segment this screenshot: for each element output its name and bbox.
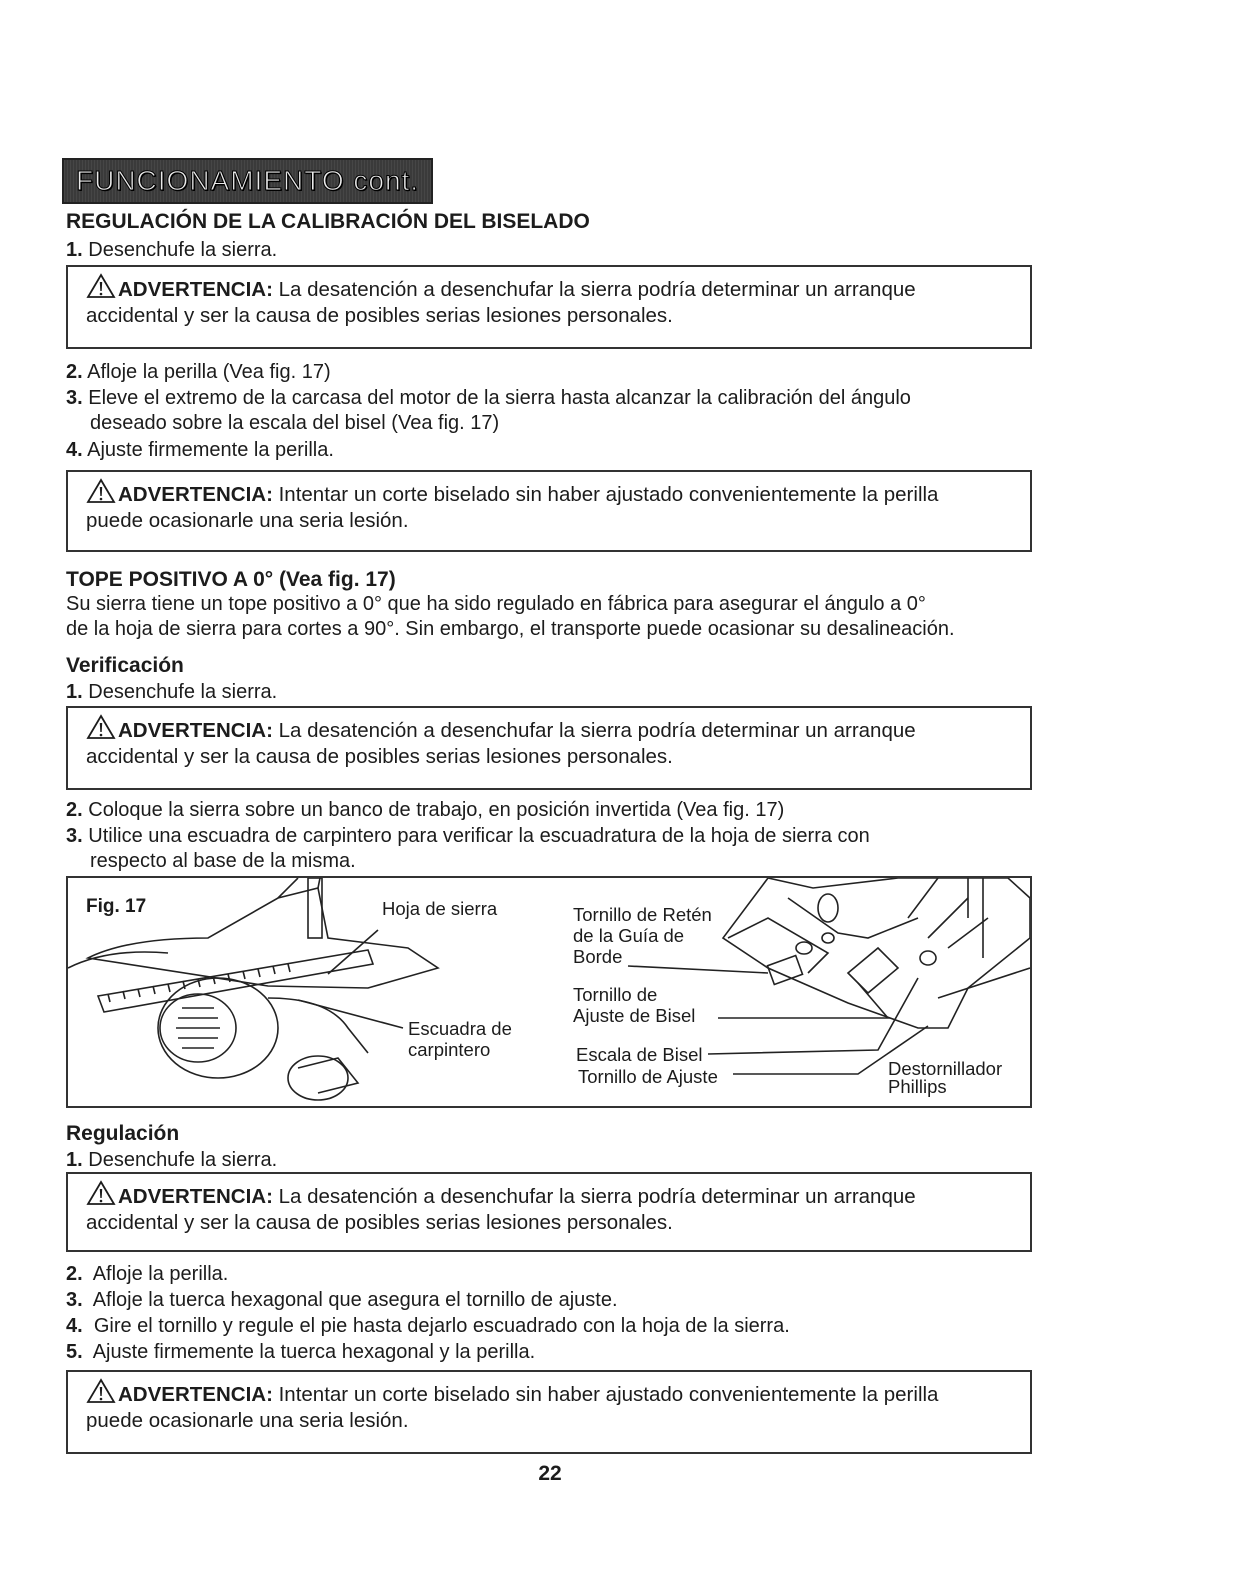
section-banner: FUNCIONAMIENTO cont.: [62, 158, 433, 204]
list-item: 4. Gire el tornillo y regule el pie hasta dejarlo escuadrado con la hoja de la sierra.: [66, 1315, 790, 1337]
warning-box: ADVERTENCIA: La desatención a desenchufar la sierra podría determinar un arranque accidental y ser la causa de posibles serias lesiones personales.: [66, 706, 1032, 790]
list-item: 1. Desenchufe la sierra.: [66, 239, 278, 261]
section-title-bevel: REGULACIÓN DE LA CALIBRACIÓN DEL BISELADO: [66, 210, 590, 233]
label-retention-screw: Tornillo de Retén de la Guía de Borde: [573, 904, 712, 967]
list-item: 3. Afloje la tuerca hexagonal que asegura el tornillo de ajuste.: [66, 1289, 618, 1311]
label-bevel-scale: Escala de Bisel: [576, 1044, 703, 1065]
label-screwdriver: Destornillador Phillips: [888, 1058, 1003, 1097]
list-item: 1. Desenchufe la sierra.: [66, 681, 278, 703]
warning-box: ADVERTENCIA: Intentar un corte biselado sin haber ajustado convenientemente la perilla puede ocasionarle una seria lesión.: [66, 470, 1032, 552]
list-item: 2. Afloje la perilla (Vea fig. 17): [66, 361, 331, 383]
label-adjust-screw: Tornillo de Ajuste: [578, 1066, 718, 1087]
warning-icon: [86, 273, 116, 299]
warning-icon: [86, 1378, 116, 1404]
list-item: 2. Coloque la sierra sobre un banco de trabajo, en posición invertida (Vea fig. 17): [66, 799, 785, 821]
label-blade: Hoja de sierra: [382, 898, 498, 919]
paragraph: Su sierra tiene un tope positivo a 0° que ha sido regulado en fábrica para asegurar el ángulo a 0°: [66, 593, 926, 615]
warning-icon: [86, 714, 116, 740]
list-item: 3. Eleve el extremo de la carcasa del motor de la sierra hasta alcanzar la calibración del ángulo: [66, 387, 911, 409]
warning-box: ADVERTENCIA: Intentar un corte biselado sin haber ajustado convenientemente la perilla puede ocasionarle una seria lesión.: [66, 1370, 1032, 1454]
list-item: 4. Ajuste firmemente la perilla.: [66, 439, 334, 461]
subsection-title: Regulación: [66, 1122, 180, 1145]
figure-illustration: [68, 878, 1030, 1106]
list-item: 1. Desenchufe la sierra.: [66, 1149, 278, 1171]
warning-icon: [86, 1180, 116, 1206]
list-item: 5. Ajuste firmemente la tuerca hexagonal y la perilla.: [66, 1341, 536, 1363]
warning-box: ADVERTENCIA: La desatención a desenchufar la sierra podría determinar un arranque accidental y ser la causa de posibles serias lesiones personales.: [66, 265, 1032, 349]
section-title-positive-stop: TOPE POSITIVO A 0° (Vea fig. 17): [66, 568, 396, 591]
list-item-cont: deseado sobre la escala del bisel (Vea fig. 17): [90, 412, 500, 434]
list-item: 3. Utilice una escuadra de carpintero para verificar la escuadratura de la hoja de sierra con: [66, 825, 870, 847]
paragraph: de la hoja de sierra para cortes a 90°. Sin embargo, el transporte puede ocasionar su desalineación.: [66, 618, 955, 640]
label-square: Escuadra de carpintero: [408, 1018, 512, 1060]
list-item: 2. Afloje la perilla.: [66, 1263, 229, 1285]
page-number: 22: [538, 1462, 562, 1485]
list-item-cont: respecto al base de la misma.: [90, 850, 356, 872]
warning-icon: [86, 478, 116, 504]
figure-title: Fig. 17: [86, 896, 147, 917]
warning-box: ADVERTENCIA: La desatención a desenchufar la sierra podría determinar un arranque accidental y ser la causa de posibles serias lesiones personales.: [66, 1172, 1032, 1252]
figure-17: [66, 876, 1032, 1108]
subsection-title: Verificación: [66, 654, 184, 677]
label-bevel-screw: Tornillo de Ajuste de Bisel: [573, 984, 696, 1026]
